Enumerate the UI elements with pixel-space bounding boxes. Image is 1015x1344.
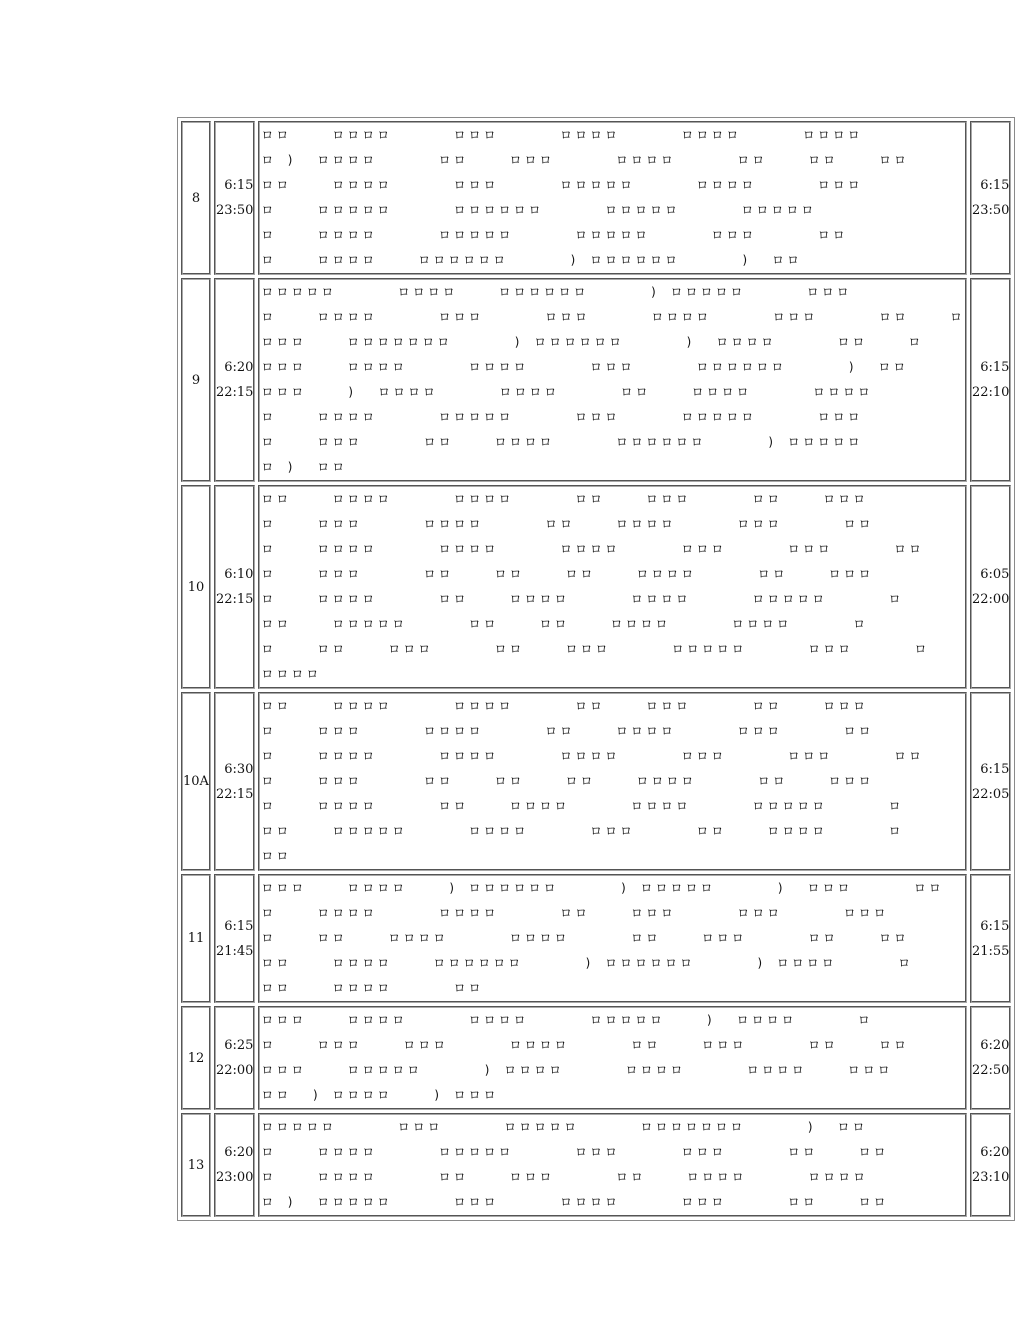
end-times-cell bbox=[970, 278, 1011, 482]
start-times-cell bbox=[214, 874, 255, 1003]
route-number: 13 bbox=[187, 1157, 205, 1173]
route-number-cell bbox=[181, 121, 211, 275]
start-times-cell bbox=[214, 278, 255, 482]
stops-line: ロロ ロロロロ ロロロロロロ ) ロロロロロロ ) ロロロロ ロ bbox=[261, 956, 914, 970]
return-first-time: 6:20 bbox=[980, 1038, 1010, 1053]
first-departure-time: 6:10 bbox=[224, 567, 254, 582]
stops-line: ロ ロロロロ ロロロロ ロロロロ ロロロ ロロロ ロロ bbox=[261, 749, 925, 763]
stops-line: ロロ ロロロロ ロロロ ロロロロ ロロロロ ロロロロ bbox=[261, 128, 863, 142]
stops-cell bbox=[258, 278, 967, 482]
route-number-cell bbox=[181, 485, 211, 689]
stops-line: ロ ロロロロロ ロロロロロロ ロロロロロ ロロロロロ bbox=[261, 203, 817, 217]
return-first-time: 6:15 bbox=[980, 761, 1010, 777]
stops-line: ロ ロロロ ロロ ロロ ロロ ロロロロ ロロ ロロロ bbox=[261, 567, 874, 581]
stops-line: ロ ロロロロ ロロ ロロロ ロロ ロロロロ ロロロロ bbox=[261, 1170, 869, 1184]
stops-line: ロ ロロロロ ロロロ ロロロ ロロロロ ロロロ ロロ ロ bbox=[261, 310, 965, 324]
start-times-cell bbox=[214, 1113, 255, 1217]
return-first-time: 6:15 bbox=[980, 918, 1010, 934]
table-body bbox=[181, 121, 1011, 1217]
last-departure-time: 22:15 bbox=[215, 592, 254, 607]
route-number-cell bbox=[181, 874, 211, 1003]
route-number: 12 bbox=[187, 1050, 205, 1066]
stops-line: ロロ ロロロロ ロロロロ ロロ ロロロ ロロ ロロロ bbox=[261, 699, 869, 713]
stops-line: ロロロ ロロロロ ロロロロ ロロロロロ ) ロロロロ ロ bbox=[261, 1013, 873, 1027]
first-departure-time: 6:30 bbox=[224, 761, 254, 777]
route-number: 11 bbox=[187, 931, 205, 946]
stops-line: ロロロ ロロロロロロロ ) ロロロロロロ ) ロロロロ ロロ ロ bbox=[261, 335, 924, 349]
last-departure-time: 22:15 bbox=[215, 385, 254, 400]
last-departure-time: 22:15 bbox=[215, 786, 254, 802]
table-row bbox=[181, 1006, 1011, 1110]
table-row bbox=[181, 1113, 1011, 1217]
stops-line: ロ ) ロロロロ ロロ ロロロ ロロロロ ロロ ロロ ロロ bbox=[261, 153, 910, 167]
start-times-cell bbox=[214, 692, 255, 871]
last-departure-time: 21:45 bbox=[215, 943, 254, 959]
end-times-cell bbox=[970, 692, 1011, 871]
stops-line: ロロ ロロロロ ロロロロ ロロ ロロロ ロロ ロロロ bbox=[261, 492, 869, 506]
stops-line: ロ ロロロ ロロロロ ロロ ロロロロ ロロロ ロロ bbox=[261, 517, 874, 531]
stops-line: ロロロ ロロロロ ロロロロ ロロロ ロロロロロロ ) ロロ bbox=[261, 360, 909, 374]
stops-line: ロ ロロロ ロロロロ ロロ ロロロロ ロロロ ロロ bbox=[261, 724, 874, 738]
stops-line: ロロ ロロロロロ ロロロロ ロロロ ロロ ロロロロ ロ bbox=[261, 824, 904, 838]
first-departure-time: 6:15 bbox=[224, 918, 254, 934]
stops-line: ロロロ ) ロロロロ ロロロロ ロロ ロロロロ ロロロロ bbox=[261, 385, 873, 399]
bus-route-table bbox=[177, 117, 1015, 1221]
table-row bbox=[181, 485, 1011, 689]
end-times-cell bbox=[970, 874, 1011, 1003]
end-times-cell bbox=[970, 121, 1011, 275]
stops-line: ロ ロロロ ロロ ロロロロ ロロロロロロ ) ロロロロロ bbox=[261, 435, 863, 449]
route-number: 8 bbox=[191, 190, 201, 206]
stops-line: ロ ロロロロ ロロロロロ ロロロロロ ロロロ ロロ bbox=[261, 228, 848, 242]
route-number: 10A bbox=[183, 774, 209, 789]
return-last-time: 22:05 bbox=[971, 786, 1010, 802]
table-row bbox=[181, 278, 1011, 482]
stops-line: ロロ ロロロロ ロロ bbox=[261, 981, 484, 995]
stops-line: ロ ロロロロ ロロロロロ ロロロ ロロロロロ ロロロ bbox=[261, 410, 863, 424]
table-row bbox=[181, 121, 1011, 275]
stops-line: ロ ) ロロロロロ ロロロ ロロロロ ロロロ ロロ ロロ bbox=[261, 1195, 889, 1209]
end-times-cell bbox=[970, 485, 1011, 689]
stops-cell bbox=[258, 121, 967, 275]
stops-cell bbox=[258, 692, 967, 871]
return-last-time: 21:55 bbox=[971, 943, 1010, 959]
stops-line: ロ ロロ ロロロロ ロロロロ ロロ ロロロ ロロ ロロ bbox=[261, 931, 910, 945]
stops-line: ロ ロロロロ ロロロロ ロロロロ ロロロ ロロロ ロロ bbox=[261, 542, 925, 556]
stops-line: ロロロロロ ロロロロ ロロロロロロ ) ロロロロロ ロロロ bbox=[261, 285, 852, 299]
stops-cell bbox=[258, 874, 967, 1003]
stops-cell bbox=[258, 1006, 967, 1110]
return-last-time: 23:10 bbox=[971, 1170, 1010, 1185]
stops-line: ロ ロロロロ ロロロロ ロロ ロロロ ロロロ ロロロ bbox=[261, 906, 889, 920]
first-departure-time: 6:20 bbox=[224, 1145, 254, 1160]
return-first-time: 6:15 bbox=[980, 360, 1010, 375]
end-times-cell bbox=[970, 1006, 1011, 1110]
stops-line: ロ ロロロロ ロロロロロロ ) ロロロロロロ ) ロロ bbox=[261, 253, 803, 267]
return-last-time: 23:50 bbox=[971, 203, 1010, 218]
last-departure-time: 23:50 bbox=[215, 203, 254, 218]
stops-line: ロ ロロロ ロロロ ロロロロ ロロ ロロロ ロロ ロロ bbox=[261, 1038, 910, 1052]
return-last-time: 22:50 bbox=[971, 1063, 1010, 1078]
stops-line: ロロ ロロロロ ロロロ ロロロロロ ロロロロ ロロロ bbox=[261, 178, 863, 192]
route-number-cell bbox=[181, 1006, 211, 1110]
stops-line: ロロロロロ ロロロ ロロロロロ ロロロロロロロ ) ロロ bbox=[261, 1120, 868, 1134]
return-first-time: 6:05 bbox=[980, 567, 1010, 582]
start-times-cell bbox=[214, 485, 255, 689]
stops-line: ロ ロロ ロロロ ロロ ロロロ ロロロロロ ロロロ ロ bbox=[261, 642, 930, 656]
start-times-cell bbox=[214, 1006, 255, 1110]
table-row bbox=[181, 692, 1011, 871]
stops-line: ロロロ ロロロロ ) ロロロロロロ ) ロロロロロ ) ロロロ ロロ bbox=[261, 881, 944, 895]
route-number: 9 bbox=[191, 372, 201, 388]
return-first-time: 6:15 bbox=[980, 178, 1010, 193]
first-departure-time: 6:15 bbox=[224, 178, 254, 193]
stops-cell bbox=[258, 485, 967, 689]
route-number-cell bbox=[181, 278, 211, 482]
first-departure-time: 6:25 bbox=[224, 1038, 254, 1053]
route-number-cell bbox=[181, 1113, 211, 1217]
stops-line: ロ ロロロロ ロロ ロロロロ ロロロロ ロロロロロ ロ bbox=[261, 592, 904, 606]
return-first-time: 6:20 bbox=[980, 1145, 1010, 1160]
return-last-time: 22:10 bbox=[971, 385, 1010, 400]
last-departure-time: 23:00 bbox=[215, 1170, 254, 1185]
start-times-cell bbox=[214, 121, 255, 275]
end-times-cell bbox=[970, 1113, 1011, 1217]
stops-line: ロロロロ bbox=[261, 667, 322, 681]
route-number-cell bbox=[181, 692, 211, 871]
return-last-time: 22:00 bbox=[971, 592, 1010, 607]
stops-line: ロ ロロロロ ロロ ロロロロ ロロロロ ロロロロロ ロ bbox=[261, 799, 904, 813]
stops-cell bbox=[258, 1113, 967, 1217]
route-number: 10 bbox=[187, 579, 205, 595]
stops-line: ロロ ロロロロロ ロロ ロロ ロロロロ ロロロロ ロ bbox=[261, 617, 869, 631]
stops-line: ロロ ) ロロロロ ) ロロロ bbox=[261, 1088, 499, 1102]
first-departure-time: 6:20 bbox=[224, 360, 254, 375]
stops-line: ロ ) ロロ bbox=[261, 460, 348, 474]
stops-line: ロ ロロロ ロロ ロロ ロロ ロロロロ ロロ ロロロ bbox=[261, 774, 874, 788]
last-departure-time: 22:00 bbox=[215, 1063, 254, 1078]
stops-line: ロロ bbox=[261, 849, 292, 863]
stops-line: ロロロ ロロロロロ ) ロロロロ ロロロロ ロロロロ ロロロ bbox=[261, 1063, 893, 1077]
table-row bbox=[181, 874, 1011, 1003]
stops-line: ロ ロロロロ ロロロロロ ロロロ ロロロ ロロ ロロ bbox=[261, 1145, 889, 1159]
